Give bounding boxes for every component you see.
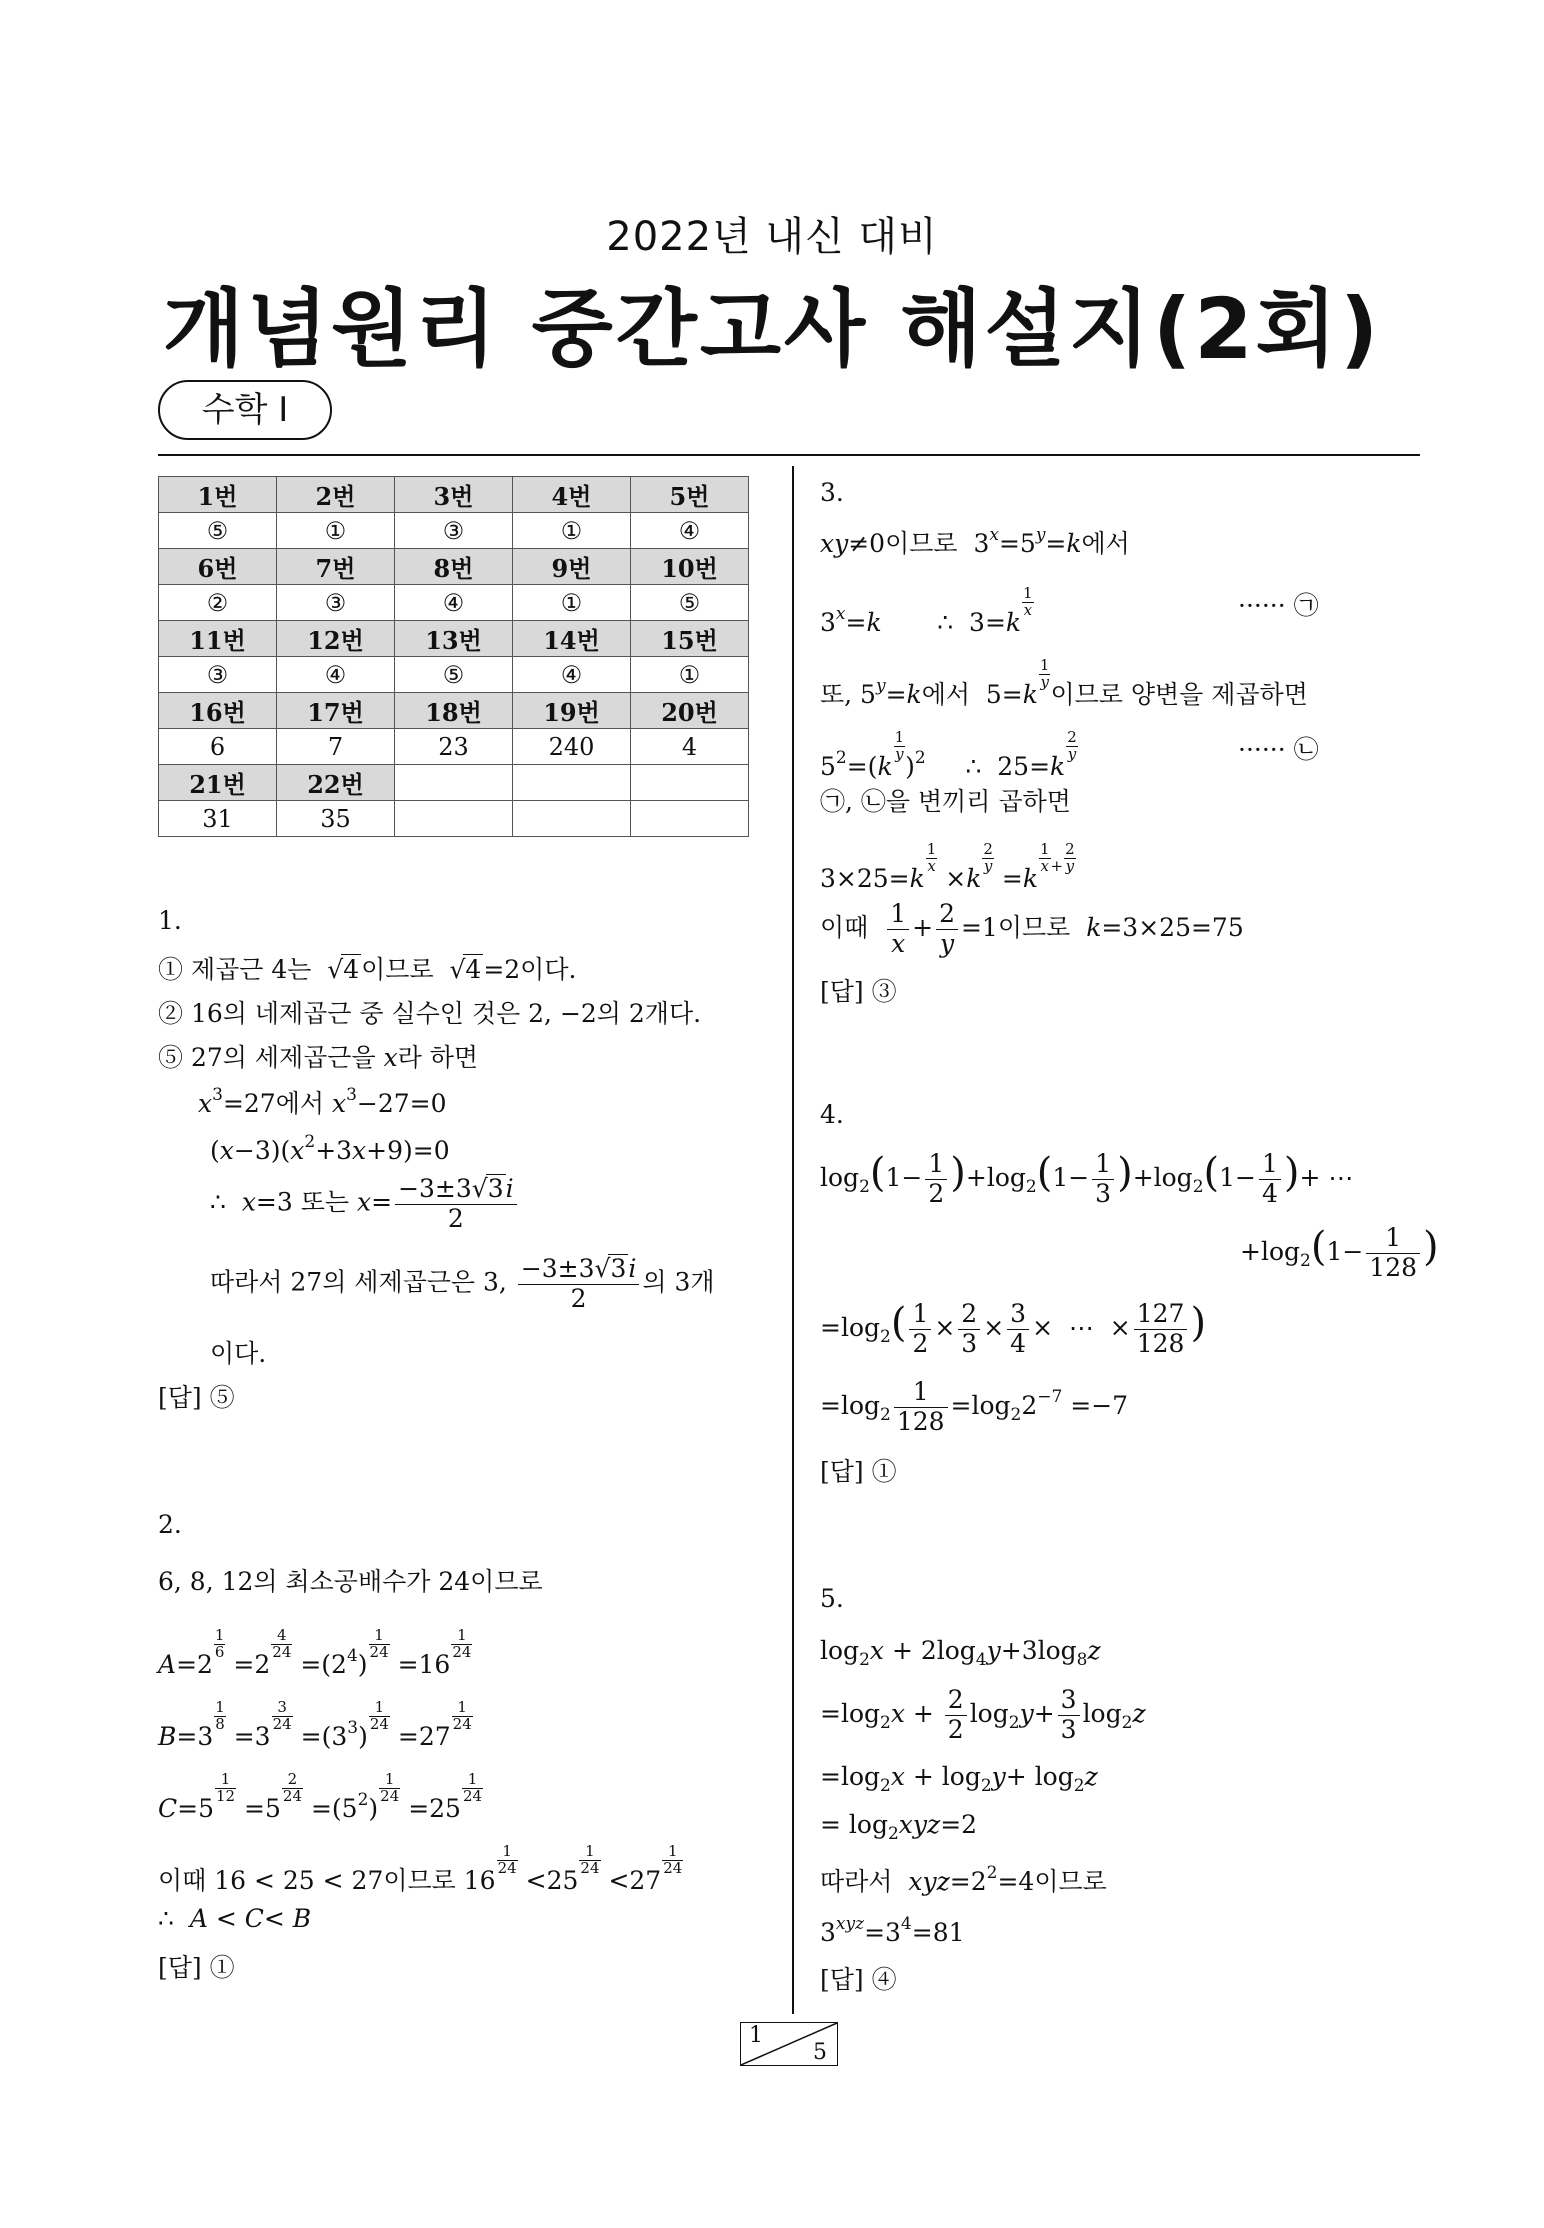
answer-cell: ③: [395, 513, 513, 549]
q1-number: 1.: [158, 906, 182, 935]
question-number-cell: 22번: [277, 765, 395, 801]
column-divider: [792, 466, 794, 2014]
q5-line6: $3^{xyz}=3^4=81$: [820, 1914, 965, 1947]
question-number-cell: 20번: [631, 693, 749, 729]
answer-cell: 7: [277, 729, 395, 765]
q3-line6: 3×25=k $\frac{1}{x}$ ×k $\frac{2}{y}$ =k $\frac{1}{x}$ + $\frac{2}{y}$: [820, 840, 1075, 893]
question-number-cell: 21번: [159, 765, 277, 801]
q2-line6: ∴ A < C< B: [158, 1904, 312, 1933]
q3-line5: ㉠, ㉡을 변끼리 곱하면: [820, 787, 1071, 816]
answer-cell: ①: [513, 585, 631, 621]
question-number-cell: 15번: [631, 621, 749, 657]
q3-answer: [답] ③: [820, 977, 897, 1006]
answer-cell: ④: [513, 657, 631, 693]
q5-number: 5.: [820, 1584, 844, 1613]
q1-line3: ⑤ 27의 세제곱근을 x라 하면: [158, 1043, 479, 1072]
question-number-cell: 16번: [159, 693, 277, 729]
question-number-cell: 11번: [159, 621, 277, 657]
q5-line2: $=\log_2x$ + $\frac{2}{2}$ $\log_2y+$ $\frac{3}{3}$ $\log_2z$: [820, 1685, 1146, 1744]
answer-cell: ⑤: [631, 585, 749, 621]
q4-line3: $=\log_2$( $\frac{1}{2}$ × $\frac{2}{3}$ × $\frac{3}{4}$ × ⋯ × $\frac{127}{128}$ ): [820, 1299, 1207, 1358]
answer-cell: ⑤: [395, 657, 513, 693]
question-number-cell: 8번: [395, 549, 513, 585]
answer-cell: ①: [277, 513, 395, 549]
q2-line3: B=3 $\frac{1}{8}$ =3 $\frac{3}{24}$ $=(3^3)$ $\frac{1}{24}$ =27 $\frac{1}{24}$: [158, 1698, 472, 1751]
question-number-cell: 14번: [513, 621, 631, 657]
q1-line8: 이다.: [210, 1339, 267, 1368]
page-current: 1: [749, 2023, 763, 2048]
q2-line4: C=5 $\frac{1}{12}$ =5 $\frac{2}{24}$ $=(5^2)$ $\frac{1}{24}$ =25 $\frac{1}{24}$: [158, 1770, 483, 1823]
answer-cell: [395, 801, 513, 837]
q1-line2: ② 16의 네제곱근 중 실수인 것은 2, −2의 2개다.: [158, 999, 702, 1028]
q4-answer: [답] ①: [820, 1457, 897, 1486]
answer-cell: ④: [395, 585, 513, 621]
q2-line1: 6, 8, 12의 최소공배수가 24이므로: [158, 1567, 543, 1596]
q5-line1: $\log_2x + 2\log_4y+3\log_8z$: [820, 1636, 1101, 1670]
q3-line1: xy≠0이므로 $3^x=5^y=k$에서: [820, 525, 1130, 558]
q2-line2: A=2 $\frac{1}{6}$ =2 $\frac{4}{24}$ $=(2^4)$ $\frac{1}{24}$ =16 $\frac{1}{24}$: [158, 1626, 472, 1679]
q5-line3: $=\log_2x + \log_2y+ \log_2z$: [820, 1762, 1098, 1796]
question-number-cell: [631, 765, 749, 801]
answer-cell: 35: [277, 801, 395, 837]
table-header-row: [159, 693, 749, 729]
question-number-cell: 7번: [277, 549, 395, 585]
q2-line5: 이때 16 < 25 < 27이므로 16 $\frac{1}{24}$ <25 $\frac{1}{24}$ <27 $\frac{1}{24}$: [158, 1842, 683, 1895]
q3-line3: 또, $5^y=k$에서 5=k $\frac{1}{y}$ 이므로 양변을 제곱하면: [820, 656, 1308, 709]
q3-line4: $5^2=(k$ $\frac{1}{y}$ )$^2$ ∴ 25=k $\frac{2}{y}$ ······ ㉡: [820, 728, 1319, 781]
q2-answer: [답] ①: [158, 1953, 235, 1982]
table-header-row: [159, 765, 749, 801]
header-divider: [158, 454, 1420, 456]
question-number-cell: [513, 765, 631, 801]
table-row: [159, 585, 749, 621]
question-number-cell: 2번: [277, 477, 395, 513]
question-number-cell: 1번: [159, 477, 277, 513]
question-number-cell: 4번: [513, 477, 631, 513]
table-header-row: [159, 621, 749, 657]
table-header-row: [159, 477, 749, 513]
question-number-cell: 10번: [631, 549, 749, 585]
question-number-cell: 3번: [395, 477, 513, 513]
question-number-cell: 5번: [631, 477, 749, 513]
answer-cell: [513, 801, 631, 837]
page-indicator: [740, 2022, 838, 2066]
q1-answer: [답] ⑤: [158, 1383, 235, 1412]
answer-cell: ①: [631, 657, 749, 693]
answer-cell: ④: [277, 657, 395, 693]
answer-cell: 240: [513, 729, 631, 765]
q3-number: 3.: [820, 478, 844, 507]
page-total: 5: [813, 2040, 827, 2065]
answer-cell: 23: [395, 729, 513, 765]
q3-line7: 이때 $\frac{1}{x}$ + $\frac{2}{y}$ =1이므로 k=3×25=75: [820, 899, 1244, 958]
answer-cell: [631, 801, 749, 837]
answer-table: [158, 476, 749, 837]
q1-line5: $(x-3)(x^2+3x+9)=0$: [210, 1132, 450, 1165]
answer-cell: ①: [513, 513, 631, 549]
q4-number: 4.: [820, 1100, 844, 1129]
question-number-cell: [395, 765, 513, 801]
table-row: [159, 657, 749, 693]
q4-line4: $=\log_2$ $\frac{1}{128}$ $=\log_22^{-7} =-7$: [820, 1377, 1129, 1436]
q1-line4: $x^3=27$에서 $x^3-27=0$: [198, 1085, 447, 1118]
answer-cell: ⑤: [159, 513, 277, 549]
q5-line4: = $\log_2xyz=2$: [820, 1810, 978, 1844]
q5-answer: [답] ④: [820, 1965, 897, 1994]
question-number-cell: 9번: [513, 549, 631, 585]
answer-cell: ③: [159, 657, 277, 693]
question-number-cell: 17번: [277, 693, 395, 729]
answer-cell: ③: [277, 585, 395, 621]
q2-number: 2.: [158, 1510, 182, 1539]
q4-line2: $+\log_2(1-$ $\frac{1}{128}$ ): [1240, 1223, 1439, 1282]
answer-cell: 6: [159, 729, 277, 765]
table-row: [159, 801, 749, 837]
answer-cell: 4: [631, 729, 749, 765]
q4-line1: $\log_2(1-$ $\frac{1}{2}$ )$+\log_2(1-$ $\frac{1}{3}$ )$+\log_2(1-$ $\frac{1}{4}$ )+ ⋯: [820, 1149, 1354, 1208]
answer-cell: ②: [159, 585, 277, 621]
question-number-cell: 13번: [395, 621, 513, 657]
table-row: [159, 729, 749, 765]
table-header-row: [159, 549, 749, 585]
question-number-cell: 12번: [277, 621, 395, 657]
q1-line1: ① 제곱근 4는 √4이므로 √4=2이다.: [158, 955, 577, 984]
q3-line2: $3^x=k$ ∴ 3=k $\frac{1}{x}$ ······ ㉠: [820, 584, 1319, 637]
subject-badge: 수학 I: [158, 380, 332, 440]
question-number-cell: 19번: [513, 693, 631, 729]
subtitle: 2022년 내신 대비: [606, 214, 938, 260]
question-number-cell: 6번: [159, 549, 277, 585]
table-row: [159, 513, 749, 549]
q5-line5: 따라서 $xyz=2^2=4$이므로: [820, 1863, 1107, 1896]
q1-line7: 따라서 27의 세제곱근은 3, $\frac{-3\pm 3√3i}{2}$ 의 3개: [210, 1254, 715, 1313]
answer-cell: 31: [159, 801, 277, 837]
answer-cell: ④: [631, 513, 749, 549]
question-number-cell: 18번: [395, 693, 513, 729]
page-title: 개념원리 중간고사 해설지(2회): [162, 280, 1382, 378]
q1-line6: ∴ x=3 또는 x= $\frac{-3\pm 3√3i}{2}$: [210, 1174, 520, 1234]
